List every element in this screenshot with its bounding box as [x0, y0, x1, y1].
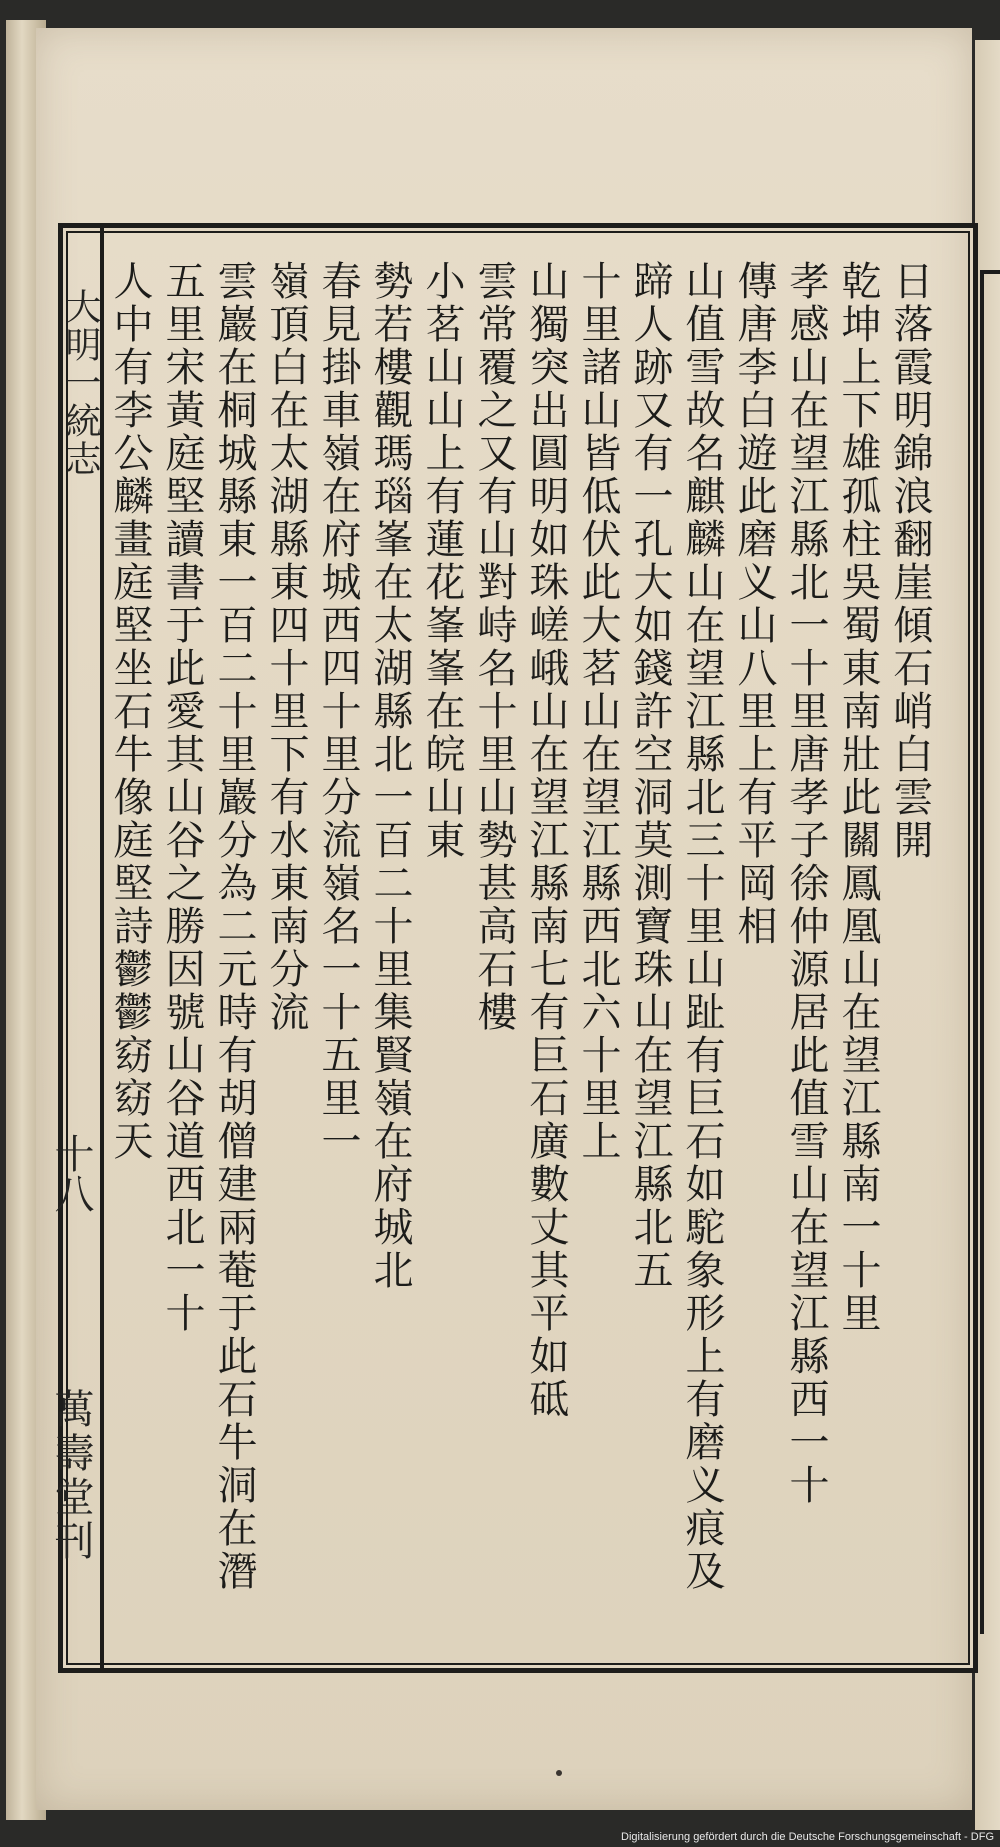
banxin-page-number: 十八	[48, 1133, 94, 1213]
text-column: 人中有李公麟畫庭堅坐石牛像庭堅詩鬱鬱窈窈天	[107, 260, 153, 1163]
dfg-credit: Digitalisierung gefördert durch die Deutsche Forschungsgemeinschaft - DFG	[621, 1831, 994, 1843]
text-column: 孝感山在望江縣北一十里唐孝子徐仲源居此值雪山在望江縣西一十	[783, 260, 829, 1507]
text-column: 乾坤上下雄孤柱吳蜀東南壯此關鳳凰山在望江縣南一十里	[835, 260, 881, 1335]
banxin-title: 大明一統志	[60, 288, 101, 478]
text-column: 十里諸山皆低伏此大茗山在望江縣西北六十里上	[575, 260, 621, 1163]
ink-dot	[556, 1770, 562, 1776]
text-column: 春見掛車嶺在府城西四十里分流嶺名一十五里一	[315, 260, 361, 1163]
facing-page-border	[980, 270, 1000, 1634]
text-column: 日落霞明錦浪翻崖傾石峭白雲開	[887, 260, 933, 862]
text-column: 蹄人跡又有一孔大如錢許空洞莫測寶珠山在望江縣北五	[627, 260, 673, 1292]
banxin-publisher: 萬壽堂刊	[48, 1388, 94, 1564]
text-column: 傳唐李白遊此磨义山八里上有平岡相	[731, 260, 777, 948]
text-column: 嶺頂白在太湖縣東四十里下有水東南分流	[263, 260, 309, 1034]
text-column: 勢若樓觀瑪瑙峯在太湖縣北一百二十里集賢嶺在府城北	[367, 260, 413, 1292]
text-column: 五里宋黃庭堅讀書于此愛其山谷之勝因號山谷道西北一十	[159, 260, 205, 1335]
text-column: 小茗山山上有蓮花峯峯在皖山東	[419, 260, 465, 862]
text-column: 山值雪故名麒麟山在望江縣北三十里山趾有巨石如駝象形上有磨义痕及	[679, 260, 725, 1593]
book-page	[36, 28, 972, 1810]
text-column: 雲巖在桐城縣東一百二十里巖分為二元時有胡僧建兩菴于此石牛洞在潛	[211, 260, 257, 1593]
text-column: 山獨突出圓明如珠嵯峨山在望江縣南七有巨石廣數丈其平如砥	[523, 260, 569, 1421]
text-column: 雲常覆之又有山對峙名十里山勢甚高石樓	[471, 260, 517, 1034]
